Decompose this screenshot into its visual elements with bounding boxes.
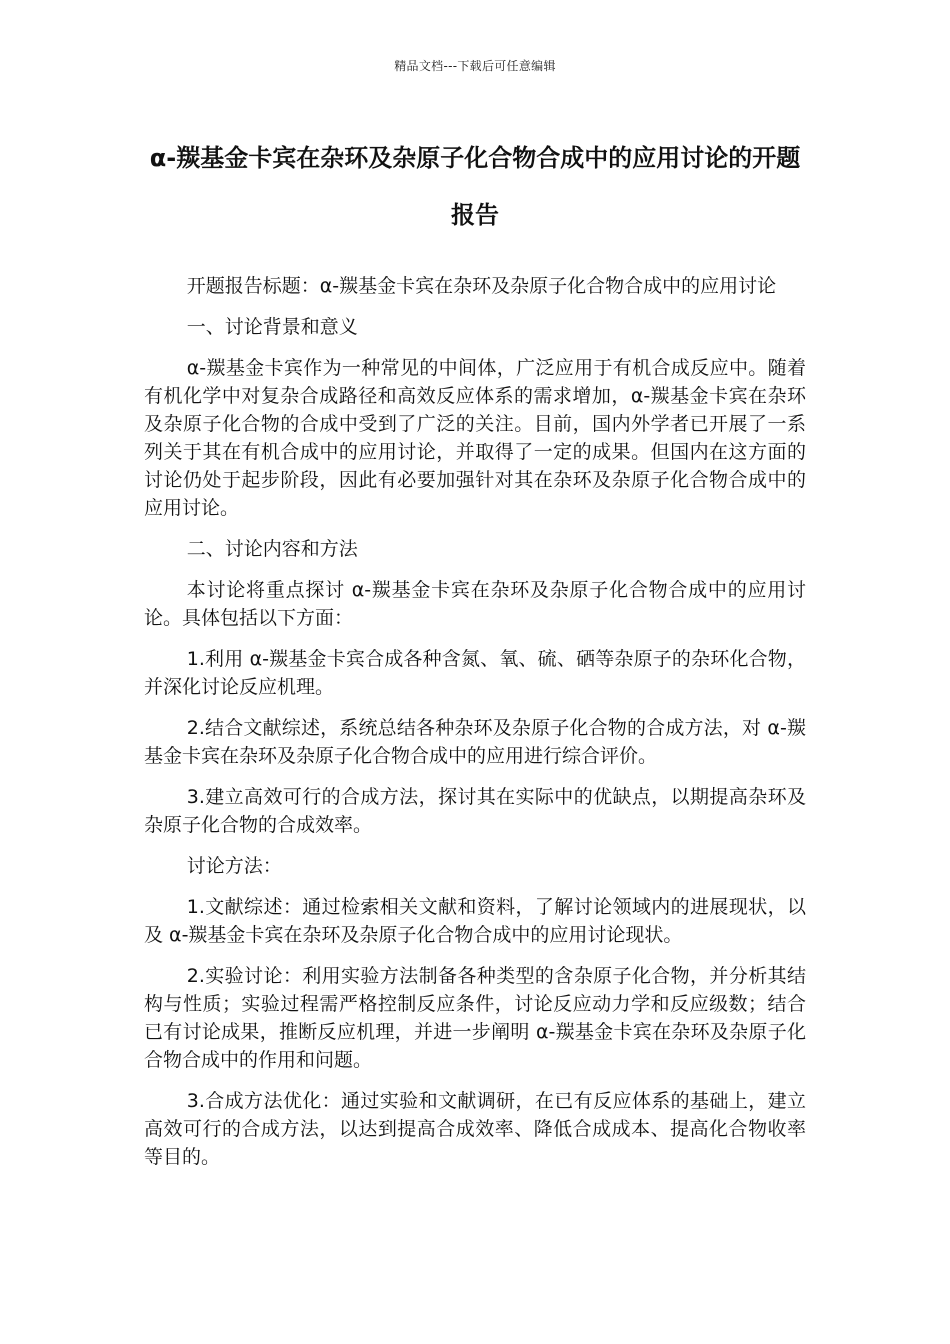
content-intro-paragraph: 本讨论将重点探讨 α-羰基金卡宾在杂环及杂原子化合物合成中的应用讨论。具体包括以下方面： xyxy=(144,579,806,629)
report-title-line: 开题报告标题：α-羰基金卡宾在杂环及杂原子化合物合成中的应用讨论 xyxy=(186,275,777,297)
content-item-2: 2.结合文献综述，系统总结各种杂环及杂原子化合物的合成方法，对 α-羰基金卡宾在杂环及杂原子化合物合成中的应用进行综合评价。 xyxy=(144,717,806,767)
document-body xyxy=(144,272,806,1184)
header-note: 精品文档---下载后可任意编辑 xyxy=(394,59,556,73)
background-paragraph: α-羰基金卡宾作为一种常见的中间体，广泛应用于有机合成反应中。随着有机化学中对复杂合成路径和高效反应体系的需求增加，α-羰基金卡宾在杂环及杂原子化合物的合成中受到了广泛的关注。目前，国内外学者已开展了一系列关于其在有机合成中的应用讨论，并取得了一定的成果。但国内在这方面的讨论仍处于起步阶段，因此有必要加强针对其在杂环及杂原子化合物合成中的应用讨论。 xyxy=(144,357,806,519)
content-item-3: 3.建立高效可行的合成方法，探讨其在实际中的优缺点，以期提高杂环及杂原子化合物的合成效率。 xyxy=(144,786,806,836)
methods-heading: 讨论方法： xyxy=(186,855,282,877)
section-heading-content: 二、讨论内容和方法 xyxy=(186,538,358,560)
document-title: α-羰基金卡宾在杂环及杂原子化合物合成中的应用讨论的开题报告 xyxy=(149,144,801,229)
content-item-1: 1.利用 α-羰基金卡宾合成各种含氮、氧、硫、硒等杂原子的杂环化合物，并深化讨论反应机理。 xyxy=(144,648,806,698)
section-heading-background: 一、讨论背景和意义 xyxy=(186,316,358,338)
method-item-1: 1.文献综述：通过检索相关文献和资料，了解讨论领域内的进展现状，以及 α-羰基金卡宾在杂环及杂原子化合物合成中的应用讨论现状。 xyxy=(144,896,806,946)
method-item-2: 2.实验讨论：利用实验方法制备各种类型的含杂原子化合物，并分析其结构与性质；实验过程需严格控制反应条件，讨论反应动力学和反应级数；结合已有讨论成果，推断反应机理，并进一步阐明 α-羰基金卡宾在杂环及杂原子化合物合成中的作用和问题。 xyxy=(144,965,806,1071)
method-item-3: 3.合成方法优化：通过实验和文献调研，在已有反应体系的基础上，建立高效可行的合成方法，以达到提高合成效率、降低合成成本、提高化合物收率等目的。 xyxy=(144,1090,806,1168)
